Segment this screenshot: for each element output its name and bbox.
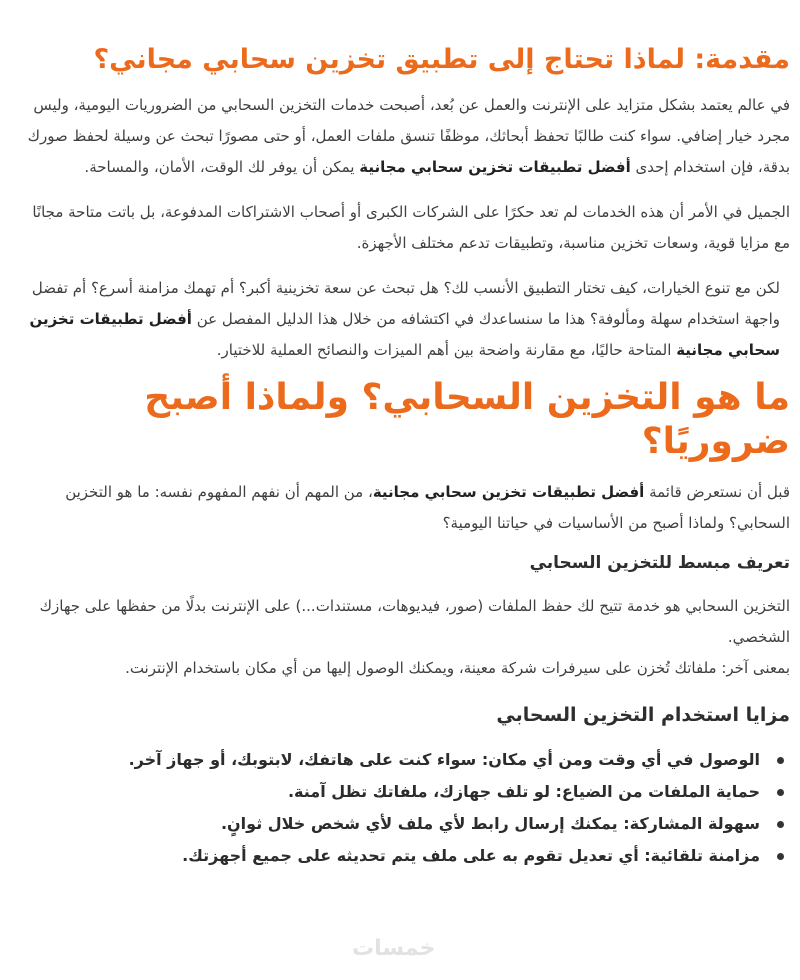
intro-heading: مقدمة: لماذا تحتاج إلى تطبيق تخزين سحابي مجاني؟ — [93, 44, 790, 75]
list-item — [18, 840, 760, 872]
list-item-text: سهولة المشاركة: يمكنك إرسال رابط لأي ملف لأي شخص خلال ثوانٍ. — [220, 813, 760, 833]
list-item — [18, 776, 760, 808]
text-span: ، من المهم أن نفهم المفهوم نفسه: ما هو التخزين السحابي؟ ولماذا أصبح من الأساسيات في حياتنا اليومية؟ — [65, 482, 790, 532]
watermark-logo: خمسات — [352, 936, 436, 961]
intro-paragraph-2: الجميل في الأمر أن هذه الخدمات لم تعد حكرًا على الشركات الكبرى أو أصحاب الاشتراكات المدفوعة، بل باتت متاحة مجانًا مع مزايا قوية، وسعات تخزين مناسبة، وتطبيقات تدعم مختلف الأجهزة. — [32, 203, 790, 253]
text-span: المتاحة حاليًا، مع مقارنة واضحة بين أهم الميزات والنصائح العملية للاختيار. — [216, 341, 677, 360]
what-is-cloud-heading: ما هو التخزين السحابي؟ ولماذا أصبح ضروريًا؟ — [144, 377, 790, 462]
definition-paragraph-2: بمعنى آخر: ملفاتك تُخزن على سيرفرات شركة معينة، ويمكنك الوصول إليها من أي مكان باستخدام الإنترنت. — [125, 658, 790, 677]
list-item-text: حماية الملفات من الضياع: لو تلف جهازك، ملفاتك تظل آمنة. — [287, 781, 760, 801]
bullet-icon — [777, 853, 784, 860]
benefits-list — [18, 744, 790, 872]
bold-keyword: أفضل تطبيقات تخزين سحابي مجانية — [372, 482, 645, 501]
list-item-text: الوصول في أي وقت ومن أي مكان: سواء كنت على هاتفك، لابتوبك، أو جهاز آخر. — [128, 749, 760, 769]
bullet-icon — [777, 821, 784, 828]
intro-paragraph-3 — [18, 273, 790, 366]
definition-paragraph: التخزين السحابي هو خدمة تتيح لك حفظ الملفات (صور، فيديوهات، مستندات...) على الإنترنت بدلًا من حفظها على جهازك الشخصي. — [39, 596, 790, 646]
list-item-text: مزامنة تلقائية: أي تعديل تقوم به على ملف يتم تحديثه على جميع أجهزتك. — [182, 845, 760, 865]
bold-keyword: أفضل تطبيقات تخزين سحابي مجانية — [359, 158, 631, 177]
text-span: لكن مع تنوع الخيارات، كيف تختار التطبيق الأنسب لك؟ هل تبحث عن سعة تخزينية أكبر؟ أم تهمك مزامنة أسرع؟ أم تفضل واجهة استخدام سهلة ومألوفة؟ هذا ما سنساعدك في اكتشافه من خلال هذا الدليل المفصل عن — [31, 279, 780, 329]
bold-keyword: أفضل تطبيقات تخزين سحابي مجانية — [29, 310, 780, 360]
definition-subheading: تعريف مبسط للتخزين السحابي — [529, 552, 790, 573]
cloud-intro-paragraph — [18, 477, 790, 539]
bullet-icon — [777, 757, 784, 764]
benefits-subheading: مزايا استخدام التخزين السحابي — [496, 703, 790, 726]
bullet-icon — [777, 789, 784, 796]
text-span: قبل أن نستعرض قائمة — [644, 482, 790, 501]
list-item — [18, 808, 760, 840]
text-span: في عالم يعتمد بشكل متزايد على الإنترنت والعمل عن بُعد، أصبحت خدمات التخزين السحابي من الضروريات اليومية، وليس مجرد خيار إضافي. سواء كنت طالبًا تحفظ أبحاثك، موظفًا تنسق ملفات العمل، أو حتى مصورًا تبحث عن وسيلة لحفظ صورك بدقة، فإن استخدام إحدى — [27, 96, 790, 177]
list-item — [18, 744, 760, 776]
text-span: يمكن أن يوفر لك الوقت، الأمان، والمساحة. — [84, 158, 360, 177]
intro-paragraph-1 — [18, 90, 790, 183]
